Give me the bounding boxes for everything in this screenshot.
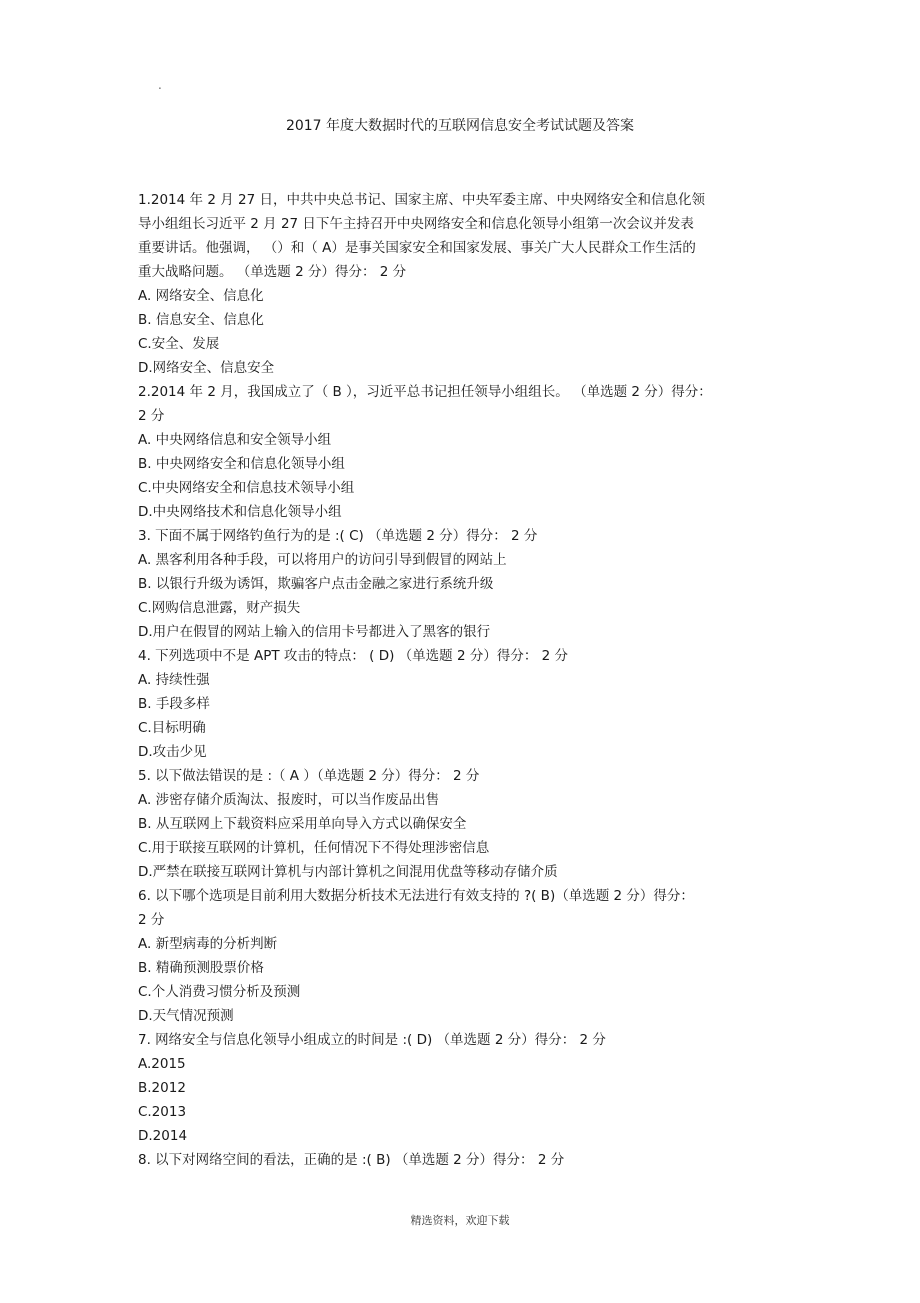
page-footer: 精选资料，欢迎下载 [410, 1214, 510, 1227]
text-line: 6. 以下哪个选项是目前利用大数据分析技术无法进行有效支持的 ?( B)（单选题 2 分）得分： [138, 888, 694, 904]
text-line: A. 新型病毒的分析判断 [138, 936, 278, 952]
text-line: A.2015 [138, 1056, 186, 1072]
text-line: 8. 以下对网络空间的看法，正确的是 :( B) （单选题 2 分）得分： 2 分 [138, 1152, 565, 1168]
text-line: B. 从互联网上下载资料应采用单向导入方式以确保安全 [138, 816, 467, 832]
text-line: 5. 以下做法错误的是 :（ A ）（单选题 2 分）得分： 2 分 [138, 768, 480, 784]
text-line: D.攻击少见 [138, 744, 207, 760]
text-line: 2 分 [138, 408, 165, 424]
document-body [138, 188, 788, 1172]
text-line: C.用于联接互联网的计算机，任何情况下不得处理涉密信息 [138, 840, 490, 856]
text-line: C.2013 [138, 1104, 187, 1120]
text-line: D.2014 [138, 1128, 188, 1144]
document-title: 2017 年度大数据时代的互联网信息安全考试试题及答案 [285, 118, 635, 134]
text-line: C.网购信息泄露，财产损失 [138, 600, 301, 616]
text-line: B.2012 [138, 1080, 186, 1096]
text-line: 2.2014 年 2 月，我国成立了（ B ），习近平总书记担任领导小组组长。 （单选题 2 分）得分： [138, 384, 712, 400]
text-line: 4. 下列选项中不是 APT 攻击的特点： ( D) （单选题 2 分）得分： 2 分 [138, 648, 569, 664]
text-line: 重要讲话。他强调， （）和（ A）是事关国家安全和国家发展、事关广大人民群众工作生活的 [138, 240, 696, 256]
text-line: D.天气情况预测 [138, 1008, 234, 1024]
text-line: 1.2014 年 2 月 27 日，中共中央总书记、国家主席、中央军委主席、中央网络安全和信息化领 [138, 192, 705, 208]
text-line: B. 中央网络安全和信息化领导小组 [138, 456, 345, 472]
text-line: B. 手段多样 [138, 696, 210, 712]
text-line: 导小组组长习近平 2 月 27 日下午主持召开中央网络安全和信息化领导小组第一次会议并发表 [138, 216, 694, 232]
text-line: D.网络安全、信息安全 [138, 360, 275, 376]
text-line: D.严禁在联接互联网计算机与内部计算机之间混用优盘等移动存储介质 [138, 864, 558, 880]
text-line: C.目标明确 [138, 720, 206, 736]
text-line: 重大战略问题。 （单选题 2 分）得分： 2 分 [138, 264, 407, 280]
text-line: A. 持续性强 [138, 672, 210, 688]
text-line: 7. 网络安全与信息化领导小组成立的时间是 :( D) （单选题 2 分）得分： 2 分 [138, 1032, 606, 1048]
header-dot: . [158, 78, 162, 92]
text-line: B. 以银行升级为诱饵，欺骗客户点击金融之家进行系统升级 [138, 576, 494, 592]
text-line: C.中央网络安全和信息技术领导小组 [138, 480, 355, 496]
text-line: B. 精确预测股票价格 [138, 960, 264, 976]
text-line: B. 信息安全、信息化 [138, 312, 264, 328]
text-line: D.用户在假冒的网站上输入的信用卡号都进入了黑客的银行 [138, 624, 491, 640]
text-line: A. 黑客利用各种手段，可以将用户的访问引导到假冒的网站上 [138, 552, 507, 568]
text-line: C.安全、发展 [138, 336, 220, 352]
text-line: D.中央网络技术和信息化领导小组 [138, 504, 342, 520]
text-line: C.个人消费习惯分析及预测 [138, 984, 301, 1000]
text-line: A. 网络安全、信息化 [138, 288, 264, 304]
text-line: 2 分 [138, 912, 165, 928]
text-line: 3. 下面不属于网络钓鱼行为的是 :( C) （单选题 2 分）得分： 2 分 [138, 528, 538, 544]
text-line: A. 涉密存储介质淘汰、报废时，可以当作废品出售 [138, 792, 440, 808]
text-line: A. 中央网络信息和安全领导小组 [138, 432, 332, 448]
